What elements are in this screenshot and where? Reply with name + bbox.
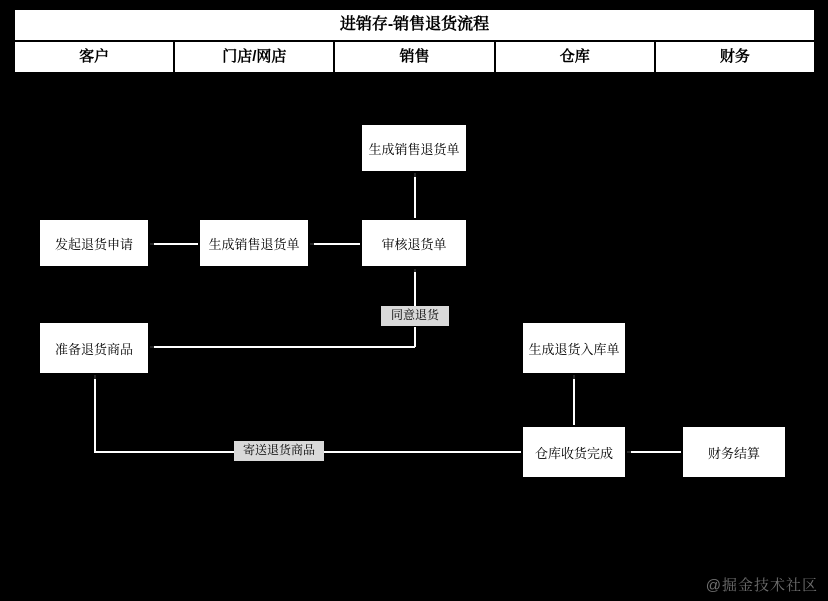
- connector-n4-agree-label: [414, 269, 416, 306]
- swimlane-header: [13, 8, 816, 74]
- connector-n3-n4: [310, 243, 360, 245]
- node-label: 生成销售退货单: [368, 141, 460, 157]
- edge-label-text: 同意退货: [390, 308, 439, 322]
- node-prepare-return-goods[interactable]: [38, 321, 150, 375]
- edge-label-ship-return-goods: [234, 441, 324, 461]
- diagram-title: 进销存-销售退货流程: [15, 10, 814, 42]
- node-warehouse-receipt-complete[interactable]: [521, 425, 627, 479]
- node-label: 生成退货入库单: [528, 341, 620, 357]
- connector-ship-to-receive: [324, 451, 522, 453]
- node-finance-settlement[interactable]: [681, 425, 787, 479]
- node-generate-sales-return-order-sales[interactable]: [360, 123, 468, 173]
- node-review-return-order[interactable]: [360, 218, 468, 268]
- node-initiate-return-request[interactable]: [38, 218, 150, 268]
- node-generate-sales-return-order-store[interactable]: [198, 218, 310, 268]
- connector-receive-to-finance: [625, 451, 683, 453]
- node-generate-return-inbound-order[interactable]: [521, 321, 627, 375]
- node-label: 生成销售退货单: [208, 236, 300, 252]
- swimlane-label-sales: 销售: [335, 42, 495, 72]
- node-label: 准备退货商品: [54, 341, 133, 357]
- node-label: 审核退货单: [381, 236, 447, 252]
- node-label: 财务结算: [707, 445, 760, 461]
- connector-n2-n3: [150, 243, 198, 245]
- swimlane-label-finance: 财务: [719, 48, 750, 65]
- swimlane-label-store: 门店/网店: [175, 42, 335, 72]
- edge-label-text: 寄送退货商品: [242, 443, 315, 457]
- connector-agree-to-prepare: [150, 346, 415, 348]
- connector-agree-label-down: [414, 327, 416, 347]
- watermark: [706, 574, 818, 595]
- connector-prepare-to-ship: [94, 451, 234, 453]
- node-label: 发起退货申请: [54, 236, 133, 252]
- connector-inbound-to-receive: [573, 375, 575, 427]
- swimlane-label-row: [15, 42, 814, 72]
- connector-prepare-down: [94, 375, 96, 452]
- connector-n1-n4: [414, 173, 416, 218]
- node-label: 仓库收货完成: [534, 445, 613, 461]
- swimlane-label-warehouse: 仓库: [496, 42, 656, 72]
- edge-label-agree-return: [381, 306, 449, 326]
- swimlane-label-customer: 客户: [15, 42, 175, 72]
- watermark-text: @掘金技术社区: [705, 577, 818, 594]
